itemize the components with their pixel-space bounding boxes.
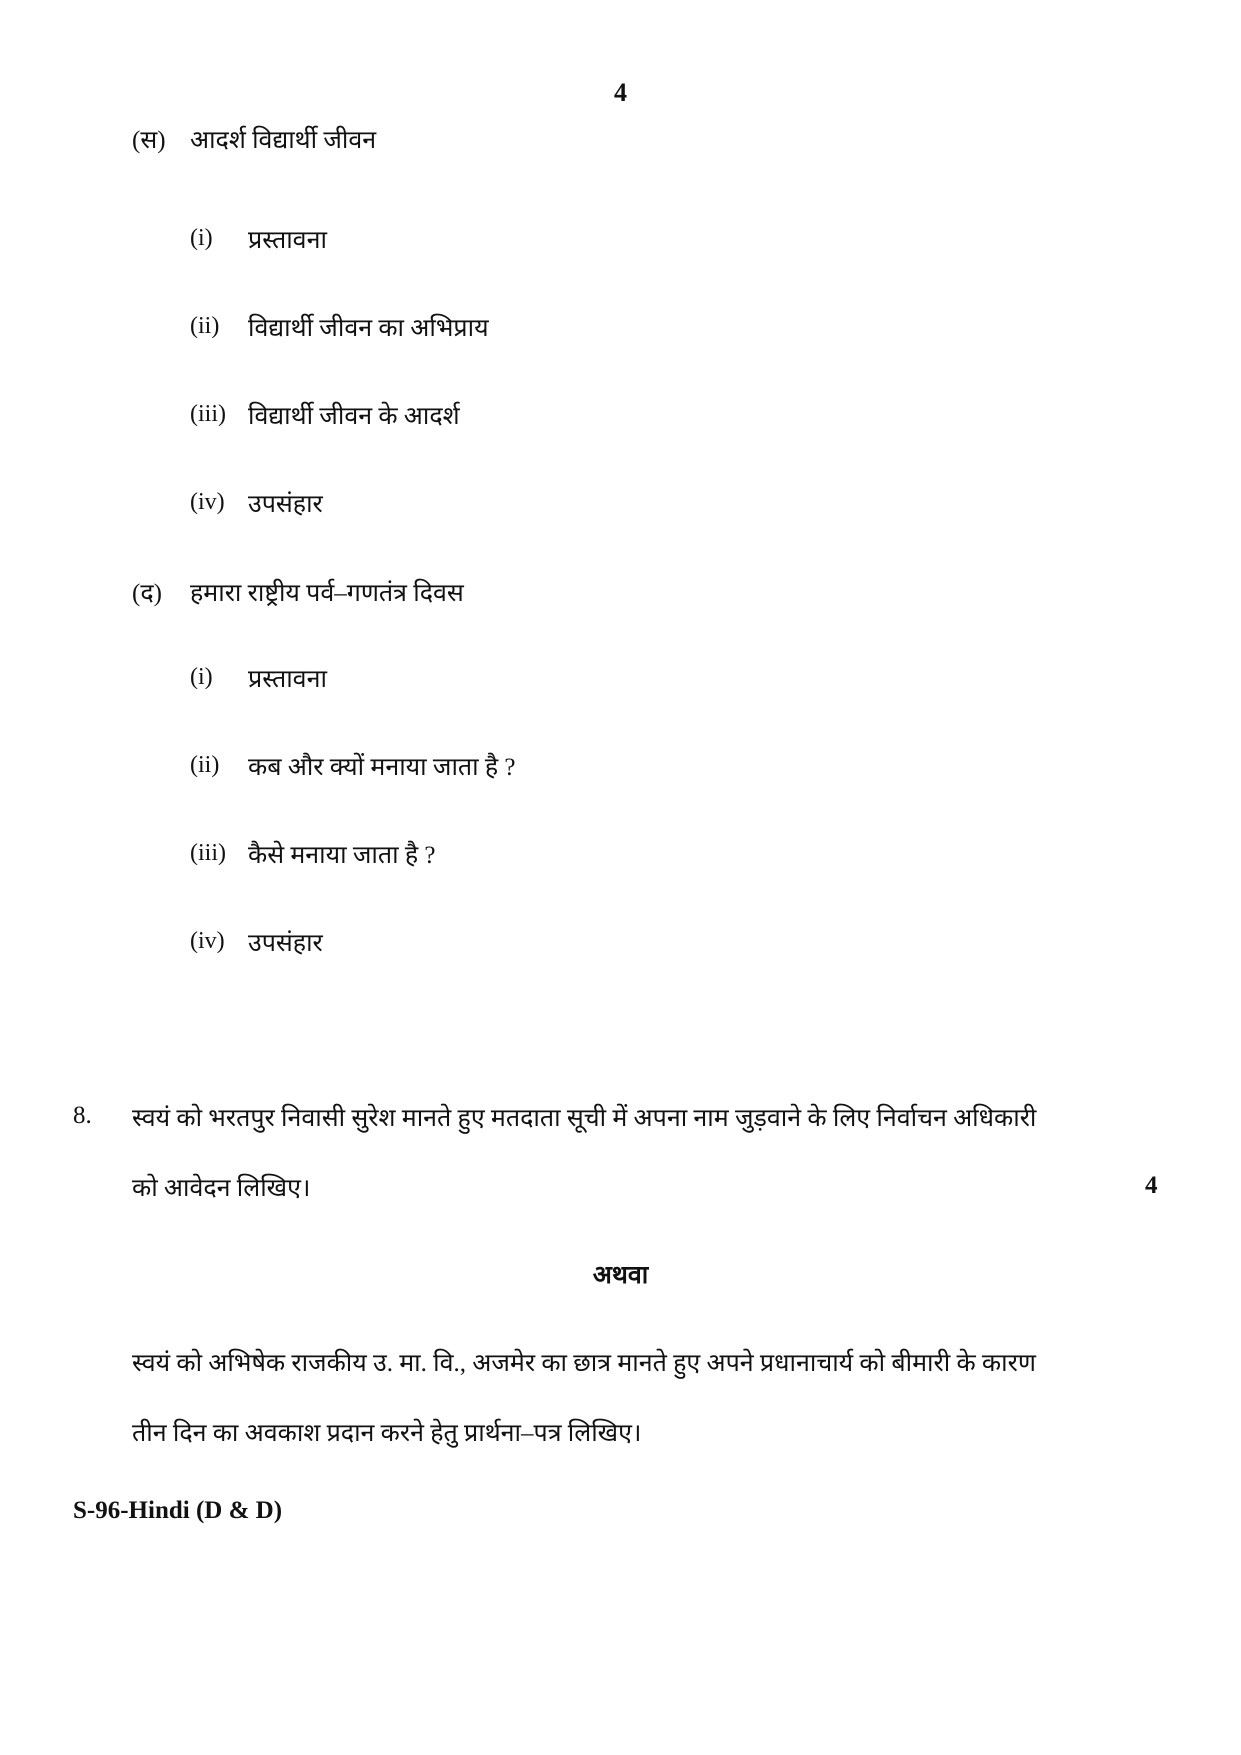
item-text: उपसंहार bbox=[248, 930, 323, 957]
item-marker: (i) bbox=[190, 225, 213, 251]
section-marker-sa: (स) bbox=[132, 127, 166, 154]
item-text: विद्यार्थी जीवन का अभिप्राय bbox=[248, 315, 489, 342]
item-text: विद्यार्थी जीवन के आदर्श bbox=[248, 403, 460, 430]
item-marker: (i) bbox=[190, 664, 213, 690]
item-marker: (iii) bbox=[190, 401, 226, 427]
item-marker: (iii) bbox=[190, 840, 226, 866]
item-text: प्रस्तावना bbox=[248, 227, 327, 254]
alt-question-line2: तीन दिन का अवकाश प्रदान करने हेतु प्रार्थना–पत्र लिखिए। bbox=[132, 1420, 642, 1447]
item-text: कब और क्यों मनाया जाता है ? bbox=[248, 754, 516, 781]
question-number: 8. bbox=[73, 1102, 92, 1129]
question-marks: 4 bbox=[1145, 1172, 1158, 1199]
section-title-sa: आदर्श विद्यार्थी जीवन bbox=[190, 127, 377, 154]
section-marker-da: (द) bbox=[132, 580, 162, 607]
item-marker: (iv) bbox=[190, 489, 225, 515]
section-title-da: हमारा राष्ट्रीय पर्व–गणतंत्र दिवस bbox=[190, 580, 464, 607]
or-label: अथवा bbox=[592, 1262, 649, 1289]
item-marker: (ii) bbox=[190, 752, 220, 778]
item-text: कैसे मनाया जाता है ? bbox=[248, 842, 436, 869]
item-text: उपसंहार bbox=[248, 491, 323, 518]
question-text-line2: को आवेदन लिखिए। bbox=[132, 1175, 311, 1202]
item-marker: (ii) bbox=[190, 313, 220, 339]
page-number: 4 bbox=[614, 78, 627, 107]
item-text: प्रस्तावना bbox=[248, 666, 327, 693]
item-marker: (iv) bbox=[190, 928, 225, 954]
question-text-line1: स्वयं को भरतपुर निवासी सुरेश मानते हुए मतदाता सूची में अपना नाम जुड़वाने के लिए निर्वाचन अधिकारी bbox=[132, 1105, 1037, 1132]
footer-code: S-96-Hindi (D & D) bbox=[73, 1497, 283, 1524]
alt-question-line1: स्वयं को अभिषेक राजकीय उ. मा. वि., अजमेर का छात्र मानते हुए अपने प्रधानाचार्य को बीमारी के कारण bbox=[132, 1350, 1036, 1377]
